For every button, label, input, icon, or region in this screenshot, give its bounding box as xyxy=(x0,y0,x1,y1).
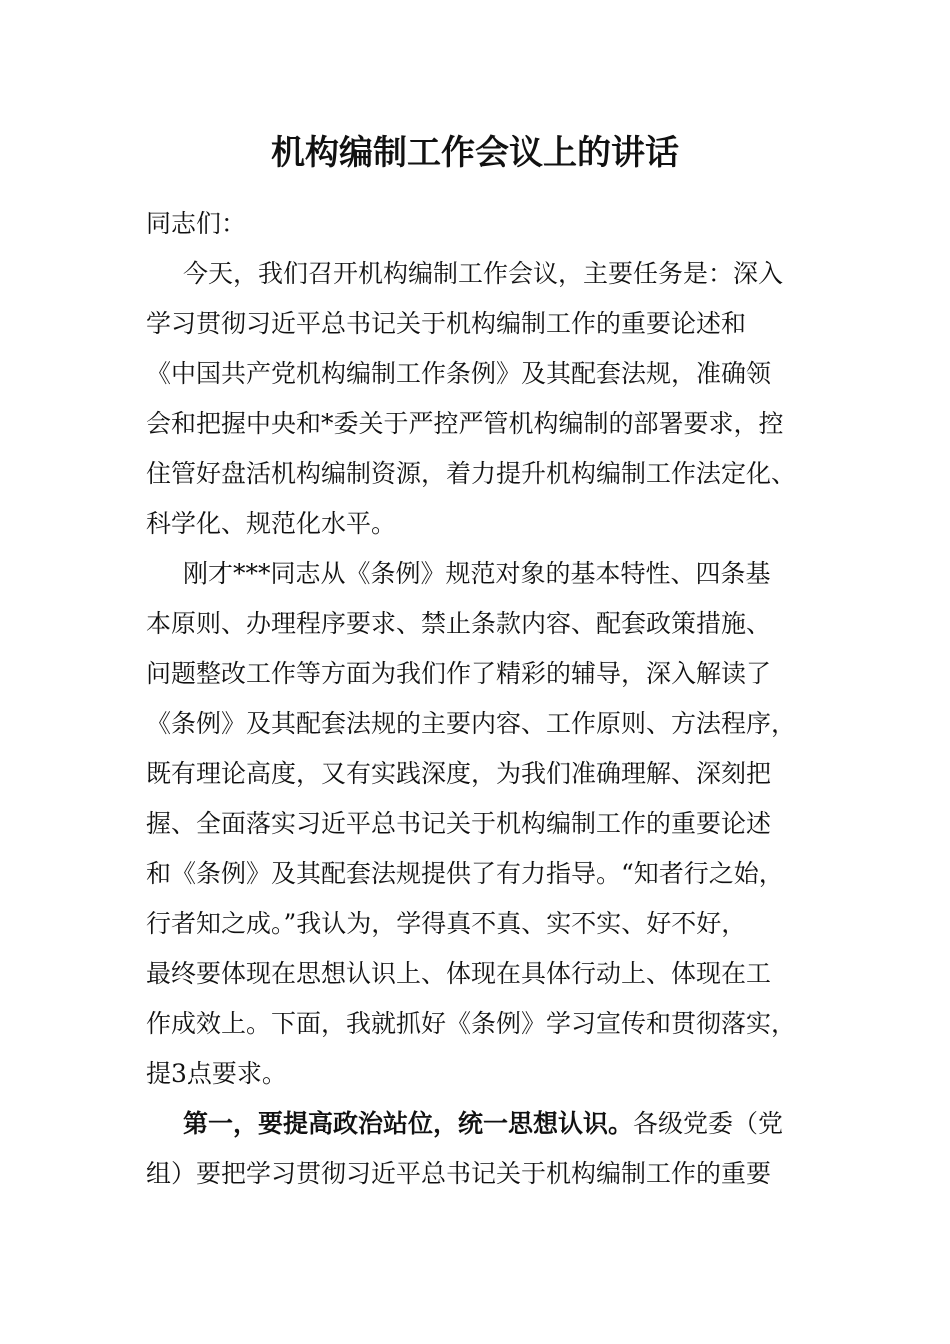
paragraph-2-line: 提3点要求。 xyxy=(146,1059,287,1088)
paragraph-1-line: 会和把握中央和*委关于严控严管机构编制的部署要求，控 xyxy=(146,409,784,438)
paragraph-2-line: 作成效上。下面，我就抓好《条例》学习宣传和贯彻落实， xyxy=(146,1009,797,1038)
paragraph-3-line: 组）要把学习贯彻习近平总书记关于机构编制工作的重要 xyxy=(146,1159,772,1188)
paragraph-2-line: 问题整改工作等方面为我们作了精彩的辅导，深入解读了 xyxy=(146,659,772,688)
paragraph-1-line: 今天，我们召开机构编制工作会议，主要任务是：深入 xyxy=(183,259,784,288)
section-heading: 第一，要提高政治站位，统一思想认识。 xyxy=(183,1109,634,1138)
paragraph-3-first-line xyxy=(183,1106,843,1142)
paragraph-2-line: 握、全面落实习近平总书记关于机构编制工作的重要论述 xyxy=(146,809,772,838)
paragraph-2-line: 刚才***同志从《条例》规范对象的基本特性、四条基 xyxy=(183,559,771,588)
paragraph-1-line: 住管好盘活机构编制资源，着力提升机构编制工作法定化、 xyxy=(146,459,797,488)
paragraph-2-line: 既有理论高度，又有实践深度，为我们准确理解、深刻把 xyxy=(146,759,772,788)
document-title: 机构编制工作会议上的讲话 xyxy=(271,133,679,173)
salutation: 同志们： xyxy=(146,209,247,238)
paragraph-1-line: 学习贯彻习近平总书记关于机构编制工作的重要论述和 xyxy=(146,309,747,338)
paragraph-2-line: 和《条例》及其配套法规提供了有力指导。“知者行之始， xyxy=(146,859,784,888)
paragraph-3-text: 各级党委（党 xyxy=(633,1109,784,1138)
paragraph-2-line: 本原则、办理程序要求、禁止条款内容、配套政策措施、 xyxy=(146,609,772,638)
paragraph-2-line: 《条例》及其配套法规的主要内容、工作原则、方法程序， xyxy=(146,709,797,738)
paragraph-2-line: 行者知之成。”我认为，学得真不真、实不实、好不好， xyxy=(146,909,747,938)
paragraph-1-line: 《中国共产党机构编制工作条例》及其配套法规，准确领 xyxy=(146,359,772,388)
paragraph-2-line: 最终要体现在思想认识上、体现在具体行动上、体现在工 xyxy=(146,959,772,988)
paragraph-1-line: 科学化、规范化水平。 xyxy=(146,509,397,538)
